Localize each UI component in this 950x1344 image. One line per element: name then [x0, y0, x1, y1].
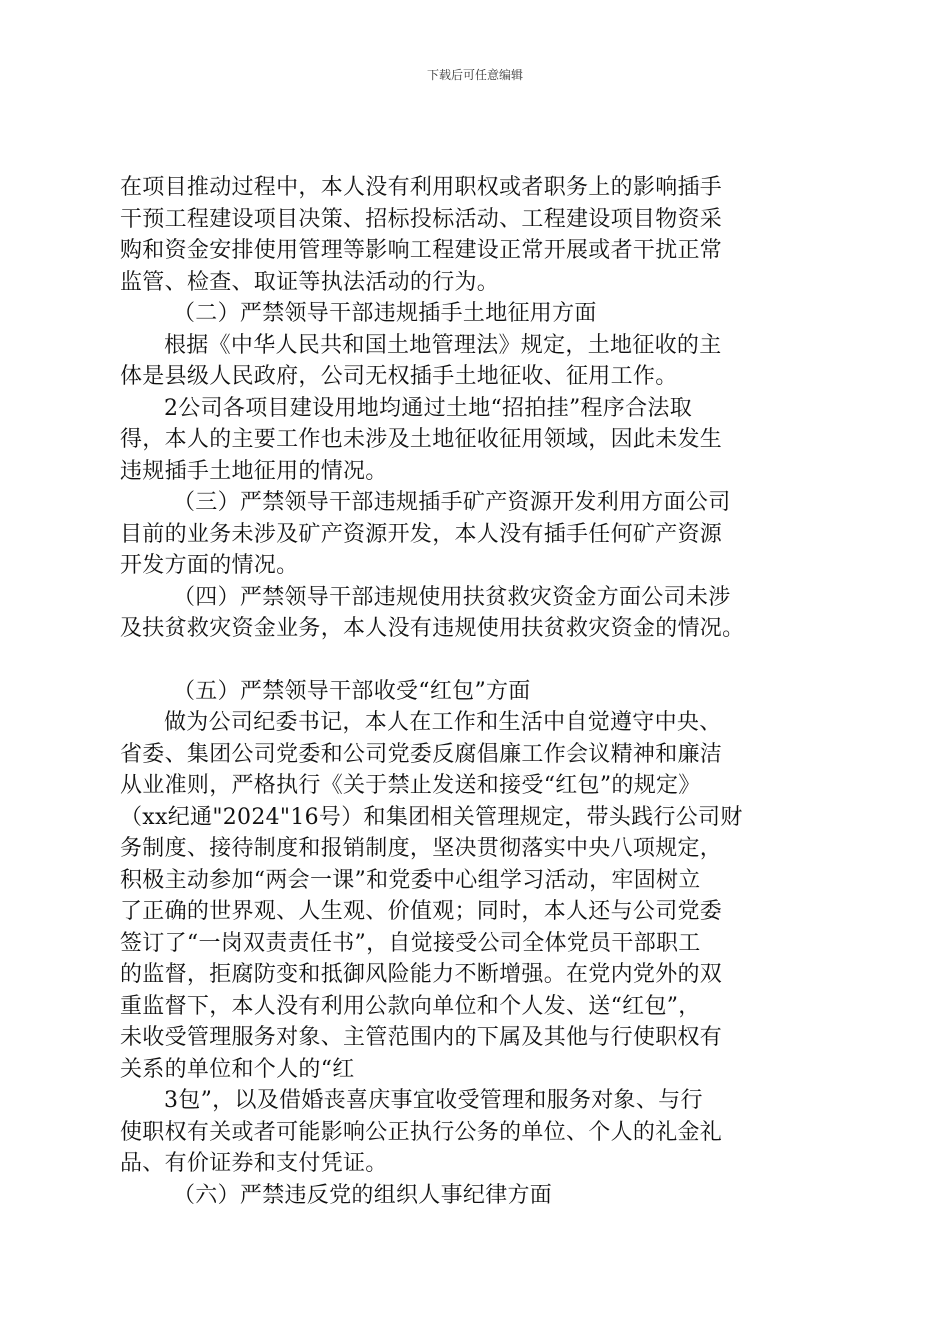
text-line: 务制度、接待制度和报销制度，坚决贯彻落实中央八项规定，	[120, 836, 723, 861]
section-heading-line: （三）严禁领导干部违规插手矿产资源开发利用方面公司	[173, 490, 731, 515]
text-line: 使职权有关或者可能影响公正执行公务的单位、个人的礼金礼	[120, 1119, 723, 1145]
text-line: 重监督下，本人没有利用公款向单位和个人发、送“红包”，	[120, 993, 701, 1019]
section-heading-line: （六）严禁违反党的组织人事纪律方面	[173, 1182, 553, 1208]
text-line: 2公司各项目建设用地均通过土地“招拍挂”程序合法取	[164, 395, 692, 421]
paragraph-gap	[120, 645, 840, 676]
text-line: 的监督，拒腐防变和抵御风险能力不断增强。在党内党外的双	[120, 962, 723, 987]
text-line: 从业准则，严格执行《关于禁止发送和接受“红包”的规定》	[120, 773, 701, 798]
document-body	[120, 172, 840, 1211]
text-line: 根据《中华人民共和国土地管理法》规定，土地征收的主	[164, 332, 722, 358]
text-line: 省委、集团公司党委和公司党委反腐倡廉工作会议精神和廉洁	[120, 741, 723, 767]
section-heading-line: （四）严禁领导干部违规使用扶贫救灾资金方面公司未涉	[173, 584, 731, 610]
text-line: 在项目推动过程中，本人没有利用职权或者职务上的影响插手	[120, 175, 723, 200]
page-header: 下载后可任意编辑	[426, 68, 523, 82]
text-line: 及扶贫救灾资金业务，本人没有违规使用扶贫救灾资金的情况。	[120, 616, 745, 641]
text-line: 品、有价证券和支付凭证。	[120, 1151, 388, 1176]
section-heading-line: （二）严禁领导干部违规插手土地征用方面	[173, 301, 597, 326]
text-line: 签订了“一岗双责责任书”，自觉接受公司全体党员干部职工	[120, 930, 701, 956]
text-line: 得，本人的主要工作也未涉及土地征收征用领域，因此未发生	[120, 427, 723, 452]
text-line: 未收受管理服务对象、主管范围内的下属及其他与行使职权有	[120, 1025, 723, 1050]
text-line: 体是县级人民政府，公司无权插手土地征收、征用工作。	[120, 364, 678, 389]
text-line: 做为公司纪委书记，本人在工作和生活中自觉遵守中央、	[164, 710, 722, 735]
text-line: 关系的单位和个人的“红	[120, 1056, 355, 1082]
text-line: 开发方面的情况。	[120, 553, 299, 578]
section-heading-line: （五）严禁领导干部收受“红包”方面	[173, 678, 531, 704]
text-line: 3包”，以及借婚丧喜庆事宜收受管理和服务对象、与行	[164, 1088, 703, 1113]
text-line: 目前的业务未涉及矿产资源开发，本人没有插手任何矿产资源	[120, 521, 723, 547]
text-line: 了正确的世界观、人生观、价值观；同时，本人还与公司党委	[120, 899, 723, 924]
text-line: 购和资金安排使用管理等影响工程建设正常开展或者干扰正常	[120, 238, 723, 263]
text-line: 积极主动参加“两会一课”和党委中心组学习活动，牢固树立	[120, 867, 701, 893]
text-line: 干预工程建设项目决策、招标投标活动、工程建设项目物资采	[120, 206, 723, 232]
text-line: 监管、检查、取证等执法活动的行为。	[120, 269, 500, 295]
text-line: 违规插手土地征用的情况。	[120, 458, 388, 484]
text-line: （xx纪通"2024"16号）和集团相关管理规定，带头践行公司财	[120, 804, 743, 830]
